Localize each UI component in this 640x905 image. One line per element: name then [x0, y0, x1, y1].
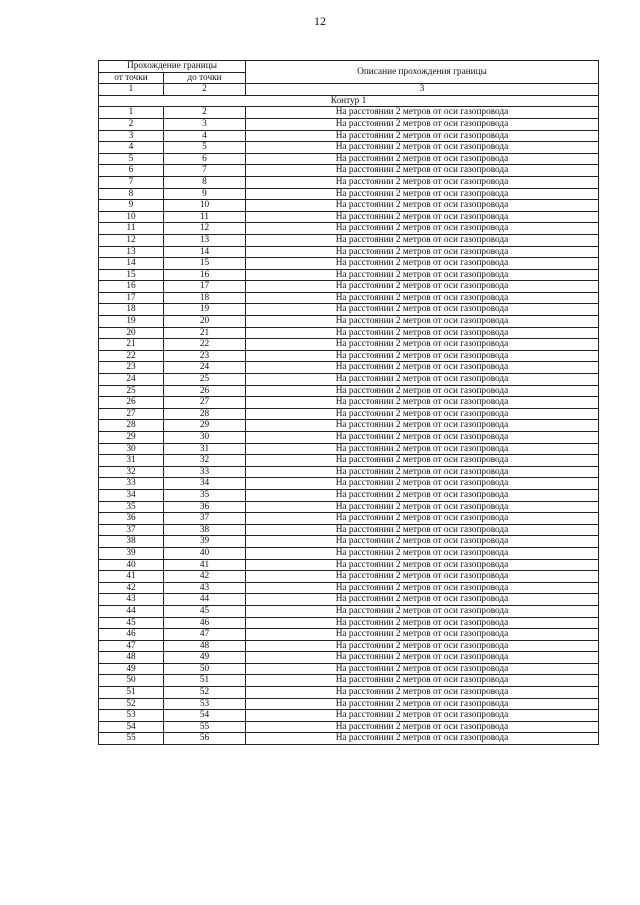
boundary-table	[98, 60, 599, 745]
table-row	[99, 582, 599, 594]
column-number-3: 3	[246, 84, 599, 96]
from-point-cell: 17	[99, 292, 164, 304]
column-number-1: 1	[99, 84, 164, 96]
to-point-cell: 13	[164, 234, 246, 246]
page-number: 12	[314, 14, 326, 28]
from-point-cell: 31	[99, 455, 164, 467]
description-cell: На расстоянии 2 метров от оси газопровода	[246, 211, 599, 223]
from-point-cell: 11	[99, 223, 164, 235]
from-point-cell: 53	[99, 710, 164, 722]
to-point-cell: 15	[164, 258, 246, 270]
from-point-cell: 43	[99, 594, 164, 606]
to-point-cell: 43	[164, 582, 246, 594]
table-row	[99, 234, 599, 246]
table-row	[99, 327, 599, 339]
description-cell: На расстоянии 2 метров от оси газопровода	[246, 455, 599, 467]
to-point-cell: 9	[164, 188, 246, 200]
to-point-cell: 18	[164, 292, 246, 304]
description-cell: На расстоянии 2 метров от оси газопровода	[246, 223, 599, 235]
description-cell: На расстоянии 2 метров от оси газопровода	[246, 408, 599, 420]
description-cell: На расстоянии 2 метров от оси газопровода	[246, 420, 599, 432]
to-point-cell: 46	[164, 617, 246, 629]
to-point-cell: 33	[164, 466, 246, 478]
description-cell: На расстоянии 2 метров от оси газопровода	[246, 501, 599, 513]
description-cell: На расстоянии 2 метров от оси газопровода	[246, 710, 599, 722]
description-cell: На расстоянии 2 метров от оси газопровода	[246, 153, 599, 165]
description-cell: На расстоянии 2 метров от оси газопровода	[246, 675, 599, 687]
from-point-cell: 33	[99, 478, 164, 490]
to-point-cell: 25	[164, 374, 246, 386]
description-cell: На расстоянии 2 метров от оси газопровода	[246, 176, 599, 188]
to-point-cell: 31	[164, 443, 246, 455]
from-point-cell: 44	[99, 605, 164, 617]
description-cell: На расстоянии 2 метров от оси газопровода	[246, 582, 599, 594]
column-number-2: 2	[164, 84, 246, 96]
description-header: Описание прохождения границы	[246, 61, 599, 84]
from-point-cell: 26	[99, 397, 164, 409]
from-point-cell: 13	[99, 246, 164, 258]
to-point-cell: 5	[164, 142, 246, 154]
table-row	[99, 385, 599, 397]
to-point-cell: 34	[164, 478, 246, 490]
from-point-cell: 9	[99, 200, 164, 212]
to-point-cell: 28	[164, 408, 246, 420]
description-cell: На расстоянии 2 метров от оси газопровода	[246, 605, 599, 617]
description-cell: На расстоянии 2 метров от оси газопровода	[246, 142, 599, 154]
from-point-header: от точки	[99, 72, 164, 84]
table-row	[99, 246, 599, 258]
description-cell: На расстоянии 2 метров от оси газопровода	[246, 617, 599, 629]
description-cell: На расстоянии 2 метров от оси газопровода	[246, 292, 599, 304]
table-row	[99, 223, 599, 235]
from-point-cell: 14	[99, 258, 164, 270]
table-row	[99, 547, 599, 559]
table-row	[99, 420, 599, 432]
from-point-cell: 48	[99, 652, 164, 664]
table-row	[99, 466, 599, 478]
to-point-cell: 21	[164, 327, 246, 339]
table-row	[99, 397, 599, 409]
description-cell: На расстоянии 2 метров от оси газопровода	[246, 200, 599, 212]
from-point-cell: 4	[99, 142, 164, 154]
from-point-cell: 47	[99, 640, 164, 652]
table-row	[99, 478, 599, 490]
description-cell: На расстоянии 2 метров от оси газопровода	[246, 721, 599, 733]
to-point-cell: 3	[164, 118, 246, 130]
table-row	[99, 698, 599, 710]
table-row	[99, 710, 599, 722]
table-row	[99, 617, 599, 629]
to-point-cell: 29	[164, 420, 246, 432]
description-cell: На расстоянии 2 метров от оси газопровода	[246, 687, 599, 699]
to-point-cell: 2	[164, 107, 246, 119]
to-point-cell: 51	[164, 675, 246, 687]
from-point-cell: 32	[99, 466, 164, 478]
to-point-header: до точки	[164, 72, 246, 84]
description-cell: На расстоянии 2 метров от оси газопровода	[246, 640, 599, 652]
to-point-cell: 52	[164, 687, 246, 699]
to-point-cell: 7	[164, 165, 246, 177]
to-point-cell: 6	[164, 153, 246, 165]
table-row	[99, 130, 599, 142]
table-row	[99, 362, 599, 374]
table-row	[99, 153, 599, 165]
from-point-cell: 12	[99, 234, 164, 246]
from-point-cell: 18	[99, 304, 164, 316]
description-cell: На расстоянии 2 метров от оси газопровода	[246, 629, 599, 641]
from-point-cell: 21	[99, 339, 164, 351]
to-point-cell: 37	[164, 513, 246, 525]
description-cell: На расстоянии 2 метров от оси газопровода	[246, 374, 599, 386]
from-point-cell: 29	[99, 432, 164, 444]
description-cell: На расстоянии 2 метров от оси газопровода	[246, 130, 599, 142]
from-point-cell: 45	[99, 617, 164, 629]
from-point-cell: 37	[99, 524, 164, 536]
description-cell: На расстоянии 2 метров от оси газопровода	[246, 350, 599, 362]
table-row	[99, 269, 599, 281]
to-point-cell: 19	[164, 304, 246, 316]
from-point-cell: 23	[99, 362, 164, 374]
to-point-cell: 56	[164, 733, 246, 745]
to-point-cell: 8	[164, 176, 246, 188]
to-point-cell: 14	[164, 246, 246, 258]
description-cell: На расстоянии 2 метров от оси газопровода	[246, 478, 599, 490]
from-point-cell: 41	[99, 571, 164, 583]
description-cell: На расстоянии 2 метров от оси газопровода	[246, 594, 599, 606]
to-point-cell: 45	[164, 605, 246, 617]
from-point-cell: 22	[99, 350, 164, 362]
from-point-cell: 1	[99, 107, 164, 119]
from-point-cell: 30	[99, 443, 164, 455]
table-row	[99, 165, 599, 177]
table-row	[99, 316, 599, 328]
from-point-cell: 2	[99, 118, 164, 130]
from-point-cell: 8	[99, 188, 164, 200]
description-cell: На расстоянии 2 метров от оси газопровода	[246, 362, 599, 374]
to-point-cell: 10	[164, 200, 246, 212]
description-cell: На расстоянии 2 метров от оси газопровода	[246, 466, 599, 478]
description-cell: На расстоянии 2 метров от оси газопровода	[246, 269, 599, 281]
from-point-cell: 25	[99, 385, 164, 397]
description-cell: На расстоянии 2 метров от оси газопровода	[246, 652, 599, 664]
from-point-cell: 28	[99, 420, 164, 432]
to-point-cell: 24	[164, 362, 246, 374]
to-point-cell: 20	[164, 316, 246, 328]
table-row	[99, 304, 599, 316]
from-point-cell: 19	[99, 316, 164, 328]
description-cell: На расстоянии 2 метров от оси газопровода	[246, 281, 599, 293]
to-point-cell: 32	[164, 455, 246, 467]
description-cell: На расстоянии 2 метров от оси газопровода	[246, 234, 599, 246]
description-cell: На расстоянии 2 метров от оси газопровода	[246, 327, 599, 339]
from-point-cell: 46	[99, 629, 164, 641]
from-point-cell: 5	[99, 153, 164, 165]
description-cell: На расстоянии 2 метров от оси газопровода	[246, 316, 599, 328]
to-point-cell: 49	[164, 652, 246, 664]
table-row	[99, 350, 599, 362]
table-row	[99, 663, 599, 675]
table-row	[99, 455, 599, 467]
from-point-cell: 20	[99, 327, 164, 339]
to-point-cell: 27	[164, 397, 246, 409]
table-row	[99, 374, 599, 386]
table-row	[99, 188, 599, 200]
to-point-cell: 53	[164, 698, 246, 710]
to-point-cell: 54	[164, 710, 246, 722]
description-cell: На расстоянии 2 метров от оси газопровода	[246, 489, 599, 501]
to-point-cell: 55	[164, 721, 246, 733]
table-row	[99, 513, 599, 525]
description-cell: На расстоянии 2 метров от оси газопровода	[246, 118, 599, 130]
from-point-cell: 42	[99, 582, 164, 594]
table-row	[99, 605, 599, 617]
table-row	[99, 629, 599, 641]
boundary-group-header: Прохождение границы	[99, 61, 246, 73]
from-point-cell: 10	[99, 211, 164, 223]
table-row	[99, 721, 599, 733]
table-row	[99, 443, 599, 455]
to-point-cell: 41	[164, 559, 246, 571]
description-cell: На расстоянии 2 метров от оси газопровода	[246, 663, 599, 675]
to-point-cell: 12	[164, 223, 246, 235]
description-cell: На расстоянии 2 метров от оси газопровода	[246, 524, 599, 536]
to-point-cell: 11	[164, 211, 246, 223]
description-cell: На расстоянии 2 метров от оси газопровода	[246, 107, 599, 119]
table-row	[99, 536, 599, 548]
from-point-cell: 39	[99, 547, 164, 559]
table-row	[99, 524, 599, 536]
description-cell: На расстоянии 2 метров от оси газопровода	[246, 432, 599, 444]
table-row	[99, 652, 599, 664]
description-cell: На расстоянии 2 метров от оси газопровода	[246, 339, 599, 351]
description-cell: На расстоянии 2 метров от оси газопровода	[246, 536, 599, 548]
description-cell: На расстоянии 2 метров от оси газопровода	[246, 559, 599, 571]
table-row	[99, 687, 599, 699]
table-row	[99, 211, 599, 223]
from-point-cell: 38	[99, 536, 164, 548]
to-point-cell: 4	[164, 130, 246, 142]
to-point-cell: 30	[164, 432, 246, 444]
to-point-cell: 48	[164, 640, 246, 652]
table-row	[99, 571, 599, 583]
description-cell: На расстоянии 2 метров от оси газопровода	[246, 443, 599, 455]
to-point-cell: 17	[164, 281, 246, 293]
table-row	[99, 432, 599, 444]
table-row	[99, 501, 599, 513]
description-cell: На расстоянии 2 метров от оси газопровода	[246, 397, 599, 409]
from-point-cell: 15	[99, 269, 164, 281]
to-point-cell: 42	[164, 571, 246, 583]
table-row	[99, 258, 599, 270]
table-row	[99, 408, 599, 420]
description-cell: На расстоянии 2 метров от оси газопровода	[246, 571, 599, 583]
to-point-cell: 26	[164, 385, 246, 397]
to-point-cell: 36	[164, 501, 246, 513]
table-row	[99, 281, 599, 293]
to-point-cell: 16	[164, 269, 246, 281]
description-cell: На расстоянии 2 метров от оси газопровода	[246, 165, 599, 177]
description-cell: На расстоянии 2 метров от оси газопровода	[246, 188, 599, 200]
table-row	[99, 559, 599, 571]
table-row	[99, 142, 599, 154]
to-point-cell: 47	[164, 629, 246, 641]
table-row	[99, 339, 599, 351]
from-point-cell: 50	[99, 675, 164, 687]
from-point-cell: 35	[99, 501, 164, 513]
from-point-cell: 49	[99, 663, 164, 675]
table-row	[99, 675, 599, 687]
description-cell: На расстоянии 2 метров от оси газопровода	[246, 547, 599, 559]
from-point-cell: 54	[99, 721, 164, 733]
table-row	[99, 733, 599, 745]
to-point-cell: 38	[164, 524, 246, 536]
description-cell: На расстоянии 2 метров от оси газопровода	[246, 304, 599, 316]
from-point-cell: 51	[99, 687, 164, 699]
from-point-cell: 6	[99, 165, 164, 177]
description-cell: На расстоянии 2 метров от оси газопровода	[246, 246, 599, 258]
to-point-cell: 50	[164, 663, 246, 675]
table-row	[99, 489, 599, 501]
from-point-cell: 55	[99, 733, 164, 745]
contour-label: Контур 1	[99, 95, 599, 107]
to-point-cell: 39	[164, 536, 246, 548]
table-row	[99, 200, 599, 212]
to-point-cell: 40	[164, 547, 246, 559]
description-cell: На расстоянии 2 метров от оси газопровода	[246, 513, 599, 525]
table-row	[99, 118, 599, 130]
table-row	[99, 107, 599, 119]
from-point-cell: 27	[99, 408, 164, 420]
table-row	[99, 176, 599, 188]
to-point-cell: 44	[164, 594, 246, 606]
from-point-cell: 52	[99, 698, 164, 710]
table-row	[99, 292, 599, 304]
table-row	[99, 640, 599, 652]
to-point-cell: 22	[164, 339, 246, 351]
to-point-cell: 23	[164, 350, 246, 362]
to-point-cell: 35	[164, 489, 246, 501]
from-point-cell: 3	[99, 130, 164, 142]
description-cell: На расстоянии 2 метров от оси газопровода	[246, 733, 599, 745]
from-point-cell: 16	[99, 281, 164, 293]
from-point-cell: 24	[99, 374, 164, 386]
description-cell: На расстоянии 2 метров от оси газопровода	[246, 698, 599, 710]
from-point-cell: 7	[99, 176, 164, 188]
description-cell: На расстоянии 2 метров от оси газопровода	[246, 258, 599, 270]
from-point-cell: 36	[99, 513, 164, 525]
from-point-cell: 40	[99, 559, 164, 571]
from-point-cell: 34	[99, 489, 164, 501]
table-row	[99, 594, 599, 606]
description-cell: На расстоянии 2 метров от оси газопровода	[246, 385, 599, 397]
